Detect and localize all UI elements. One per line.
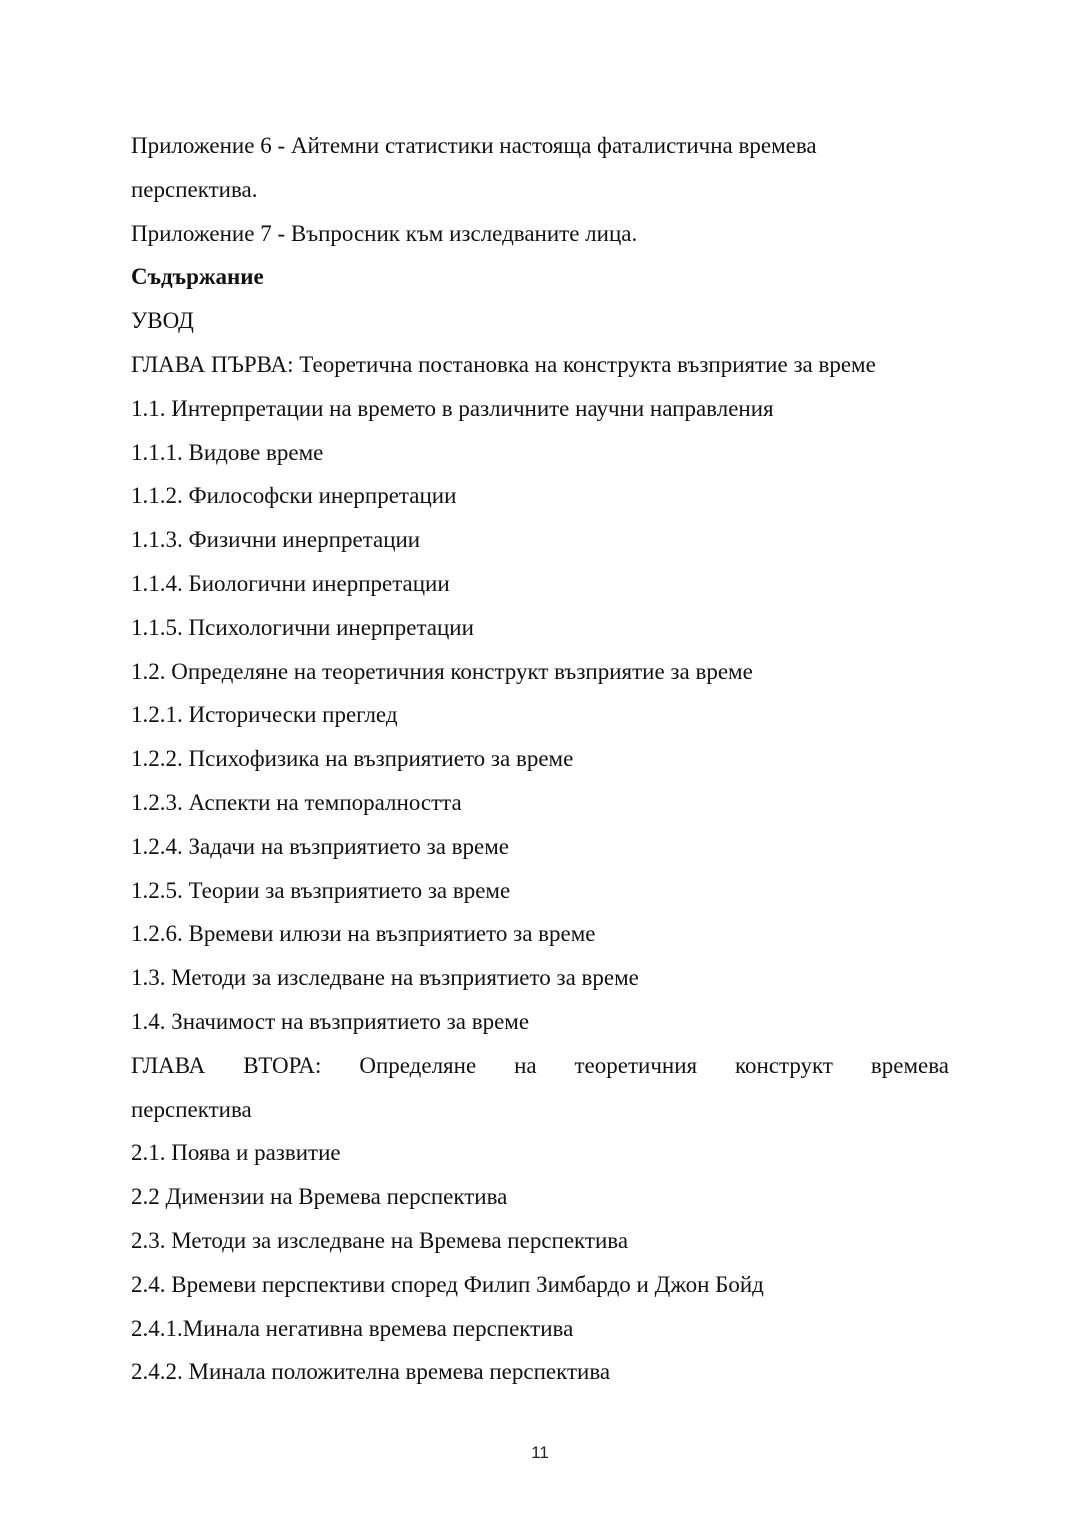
toc-item: 1.1.4. Биологични инерпретации <box>131 570 450 596</box>
appendix-6-line-1: Приложение 6 - Айтемни статистики настояща фаталистична времева <box>131 133 817 158</box>
toc-item: 1.2.3. Аспекти на темпоралността <box>131 789 462 815</box>
toc-intro: УВОД <box>131 308 194 334</box>
chapter-2-title-word: ВТОРА: <box>243 1052 322 1078</box>
toc-item: 1.1.2. Философски инерпретации <box>131 483 457 509</box>
toc-item: 1.2.4. Задачи на възприятието за време <box>131 833 510 859</box>
toc-heading: Съдържание <box>131 264 264 290</box>
toc-item: 2.3. Методи за изследване на Времева перспектива <box>131 1227 629 1253</box>
toc-item: 2.4. Времеви перспективи според Филип Зимбардо и Джон Бойд <box>131 1271 764 1297</box>
appendix-6-line-2: перспектива. <box>131 176 258 202</box>
toc-item: 2.1. Поява и развитие <box>131 1140 341 1166</box>
toc-item: 1.2.6. Времеви илюзи на възприятието за време <box>131 921 596 947</box>
toc-item: 1.4. Значимост на възприятието за време <box>131 1008 530 1034</box>
chapter-2-title-continuation: перспектива <box>131 1096 252 1122</box>
toc-item: 1.2.1. Исторически преглед <box>131 702 398 728</box>
toc-item: 2.2 Димензии на Времева перспектива <box>131 1184 508 1210</box>
page-content <box>131 124 949 1394</box>
toc-item: 1.3. Методи за изследване на възприятието за време <box>131 965 639 991</box>
chapter-2-title-word: конструкт <box>735 1052 833 1078</box>
toc-item: 1.2.2. Психофизика на възприятието за време <box>131 746 574 772</box>
toc-item: 1.1.5. Психологични инерпретации <box>131 614 474 640</box>
toc-item: 1.1. Интерпретации на времето в различните научни направления <box>131 395 774 421</box>
appendix-7: Приложение 7 - Въпросник към изследваните лица. <box>131 220 638 246</box>
chapter-2-title-word: ГЛАВА <box>131 1052 206 1078</box>
toc-item: 2.4.1.Минала негативна времева перспектива <box>131 1315 574 1341</box>
toc-item: 1.2. Определяне на теоретичния конструкт възприятие за време <box>131 658 753 684</box>
toc-item: 1.1.1. Видове време <box>131 439 324 465</box>
chapter-2-title-word: времева <box>870 1052 949 1078</box>
toc-item: 1.1.3. Физични инерпретации <box>131 527 421 553</box>
toc-item: 1.2.5. Теории за възприятието за време <box>131 877 511 903</box>
page-number: 11 <box>531 1443 549 1462</box>
toc-item: 2.4.2. Минала положителна времева перспектива <box>131 1359 611 1385</box>
chapter-2-title-word: теоретичния <box>574 1052 698 1078</box>
chapter-2-title-word: Определяне <box>359 1052 477 1078</box>
chapter-2-title <box>131 1044 949 1088</box>
chapter-2-title-word: на <box>514 1052 537 1078</box>
chapter-1-title: ГЛАВА ПЪРВА: Теоретична постановка на конструкта възприятие за време <box>131 351 876 377</box>
